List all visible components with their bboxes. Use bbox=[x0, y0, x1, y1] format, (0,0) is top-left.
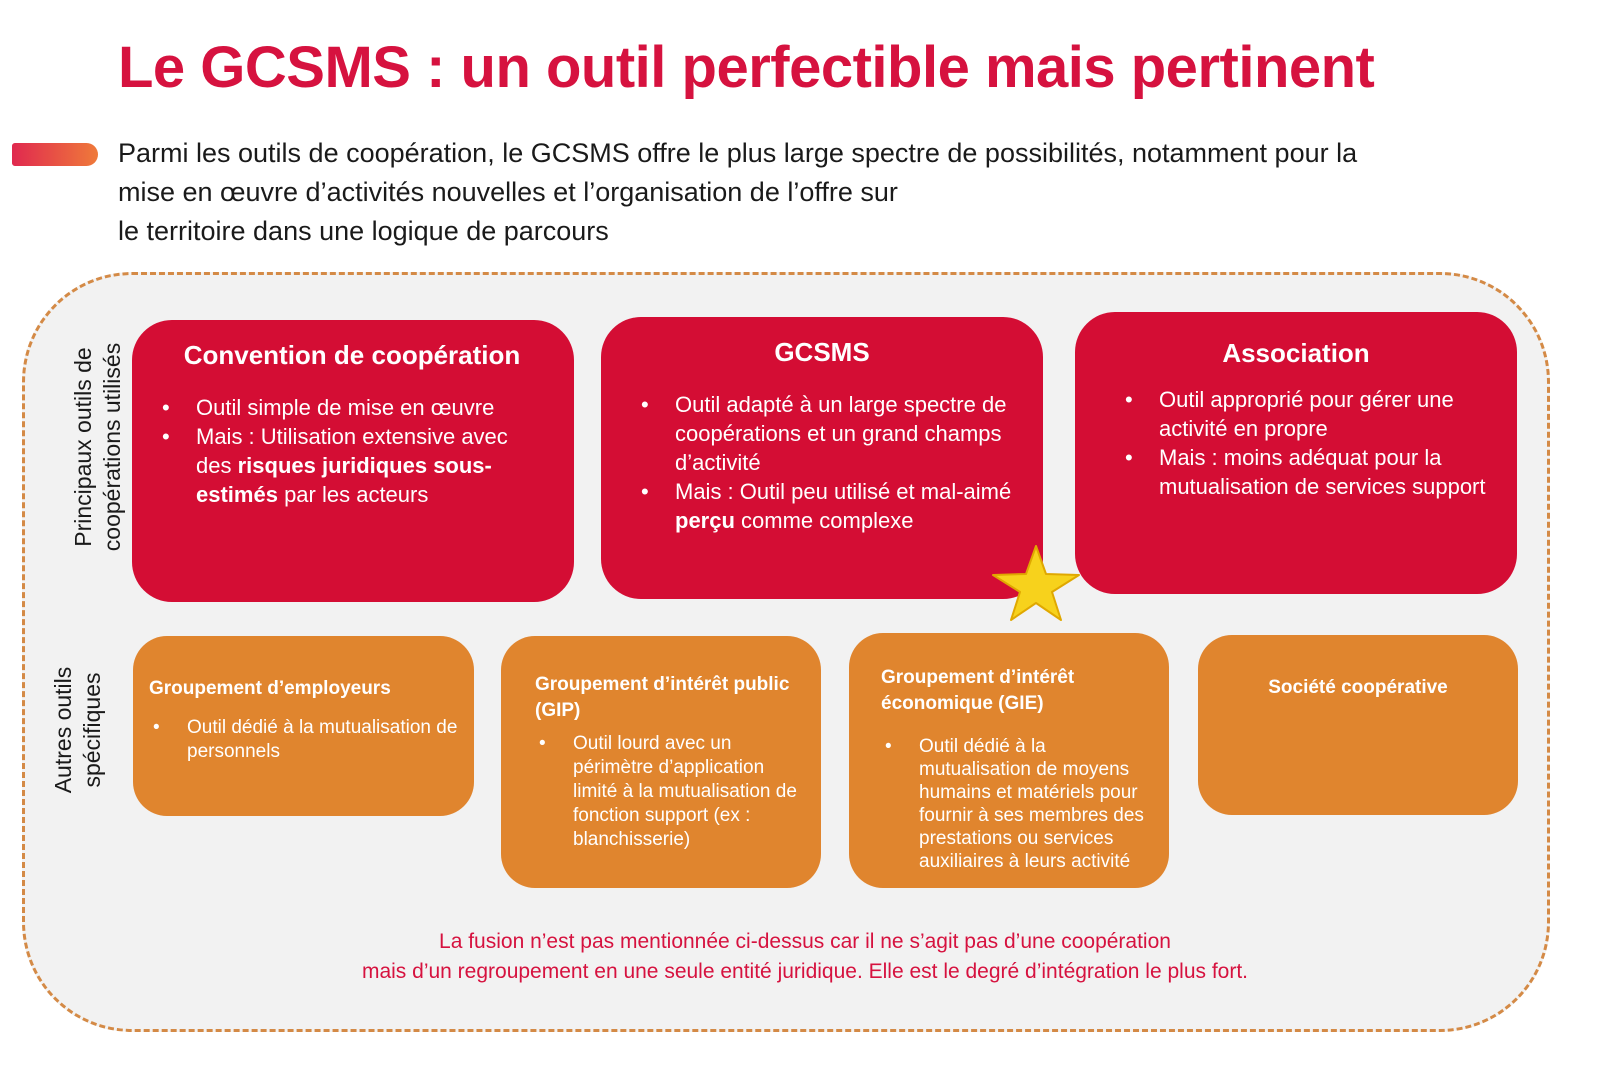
row-label-line: spécifiques bbox=[79, 672, 105, 788]
card-bullet: • Outil adapté à un large spectre de coopérations et un grand champs d’activité bbox=[635, 390, 1027, 477]
fusion-footnote bbox=[180, 927, 1430, 987]
card-bullet: • Outil approprié pour gérer une activité en propre bbox=[1119, 385, 1501, 443]
row-label-line: Principaux outils de bbox=[70, 347, 96, 547]
card-title: Société coopérative bbox=[1268, 677, 1448, 698]
association-card bbox=[1075, 312, 1517, 594]
gie-card bbox=[849, 633, 1169, 888]
row-label-line: Autres outils bbox=[50, 666, 76, 794]
card-bullet: • Mais : Outil peu utilisé et mal-aimé perçu comme complexe bbox=[635, 477, 1027, 535]
societe-cooperative-card bbox=[1198, 635, 1518, 815]
convention-card bbox=[132, 320, 574, 602]
card-bullet: • Outil dédié à la mutualisation de moyens humains et matériels pour fournir à ses membres des prestations ou services auxiliaires à leurs activité bbox=[881, 735, 1159, 873]
row-label-line: coopérations utilisés bbox=[99, 342, 125, 552]
card-title: Groupement d’intérêt public (GIP) bbox=[535, 674, 790, 721]
main-tools-row-label bbox=[69, 317, 127, 577]
card-title: Association bbox=[1222, 338, 1370, 368]
star-icon bbox=[990, 543, 1082, 623]
accent-bar bbox=[12, 143, 98, 166]
footnote-line: mais d’un regroupement en une seule entité juridique. Elle est le degré d’intégration le plus fort. bbox=[361, 960, 1249, 983]
intro-line: Parmi les outils de coopération, le GCSMS offre le plus large spectre de possibilités, notamment pour la bbox=[118, 138, 1358, 168]
card-bullet: • Mais : Utilisation extensive avec des risques juridiques sous-estimés par les acteurs bbox=[156, 422, 548, 509]
gip-card bbox=[501, 636, 821, 888]
card-bullet: • Outil simple de mise en œuvre bbox=[156, 393, 548, 422]
gcsms-card bbox=[601, 317, 1043, 599]
card-bullet: • Outil lourd avec un périmètre d’application limité à la mutualisation de fonction support (ex : blanchisserie) bbox=[535, 732, 813, 852]
card-title: Convention de coopération bbox=[183, 340, 521, 370]
other-tools-row-label bbox=[49, 645, 107, 815]
card-title: GCSMS bbox=[774, 337, 870, 367]
card-bullet: • Outil dédié à la mutualisation de personnels bbox=[149, 716, 458, 764]
card-title: Groupement d’intérêt économique (GIE) bbox=[881, 667, 1075, 714]
page-title: Le GCSMS : un outil perfectible mais pertinent bbox=[118, 35, 1375, 100]
card-title: Groupement d’employeurs bbox=[149, 678, 391, 699]
intro-line: le territoire dans une logique de parcours bbox=[118, 216, 609, 246]
intro-text bbox=[118, 134, 1558, 251]
groupement-employeurs-card bbox=[133, 636, 474, 816]
card-bullet: • Mais : moins adéquat pour la mutualisation de services support bbox=[1119, 443, 1501, 501]
footnote-line: La fusion n’est pas mentionnée ci-dessus car il ne s’agit pas d’une coopération bbox=[439, 930, 1171, 953]
intro-line: mise en œuvre d’activités nouvelles et l’organisation de l’offre sur bbox=[118, 177, 898, 207]
